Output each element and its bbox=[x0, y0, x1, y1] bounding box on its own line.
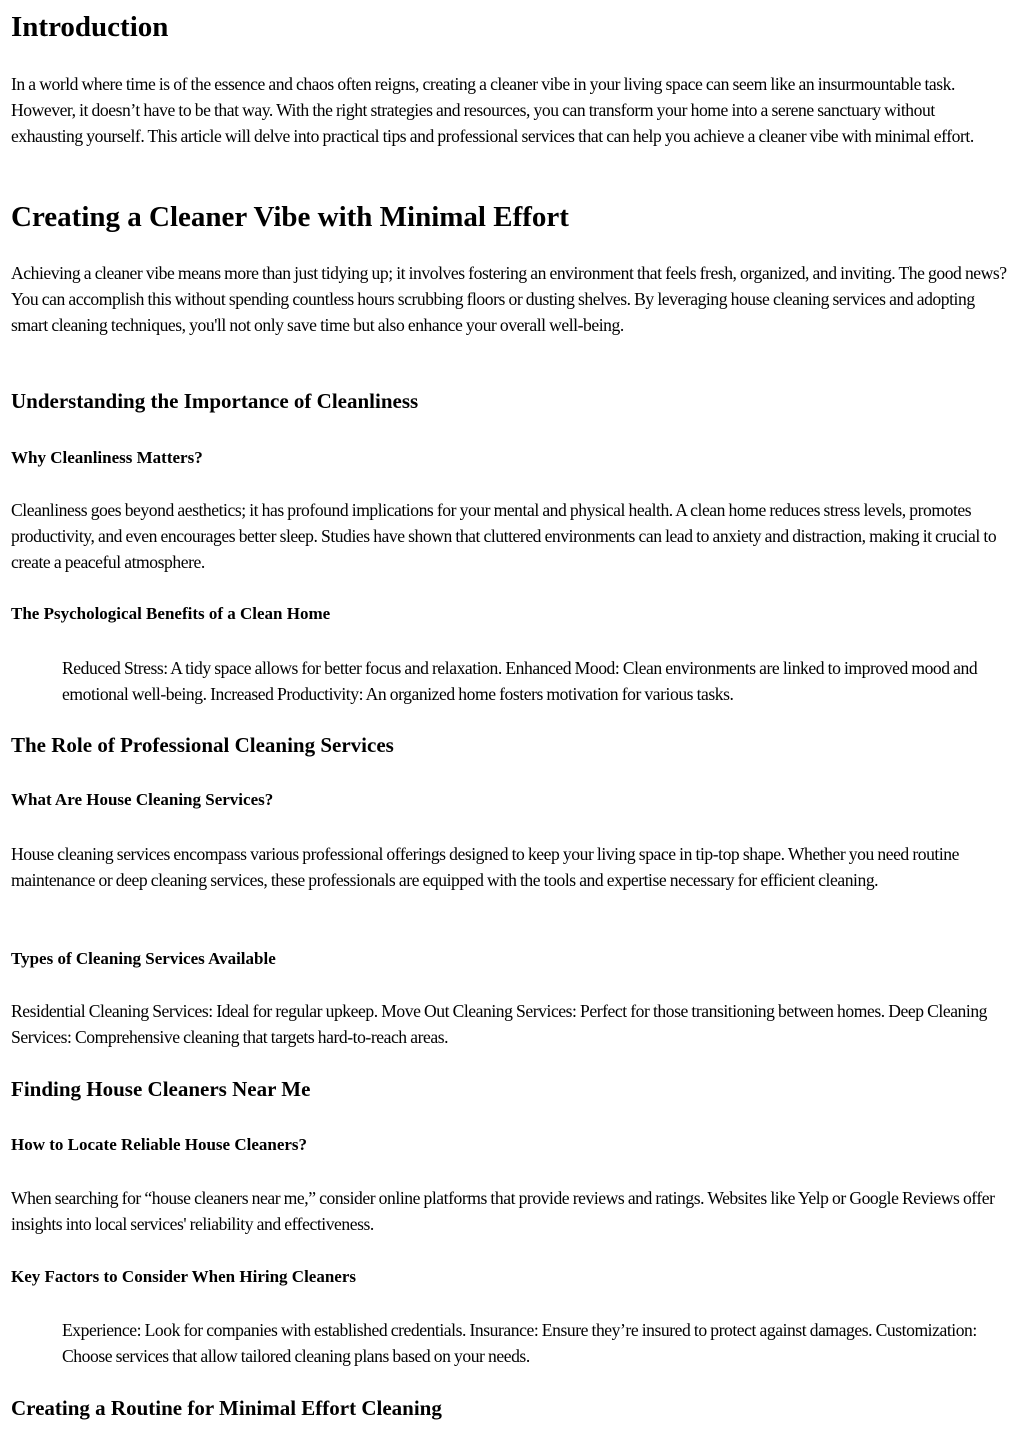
heading-finding-house-cleaners: Finding House Cleaners Near Me bbox=[11, 1077, 311, 1101]
paragraph-psychological-benefits: Reduced Stress: A tidy space allows for better focus and relaxation. Enhanced Mood: Clean environments are linked to improved mood and emotional well-being. Increased Productivity: An organized home fosters motivation for various tasks. bbox=[62, 658, 978, 704]
heading-how-to-locate-cleaners: How to Locate Reliable House Cleaners? bbox=[11, 1135, 308, 1154]
heading-psychological-benefits: The Psychological Benefits of a Clean Home bbox=[11, 604, 331, 623]
heading-why-cleanliness-matters: Why Cleanliness Matters? bbox=[11, 448, 203, 467]
heading-creating-cleaner-vibe: Creating a Cleaner Vibe with Minimal Effort bbox=[11, 201, 569, 233]
paragraph-types-of-cleaning-services: Residential Cleaning Services: Ideal for regular upkeep. Move Out Cleaning Services: Perfect for those transitioning between homes. Deep Cleaning Services: Comprehensive cleaning that targets hard-to-reach areas. bbox=[11, 1001, 988, 1047]
paragraph-how-to-locate-cleaners: When searching for “house cleaners near me,” consider online platforms that provide reviews and ratings. Websites like Yelp or Google Reviews offer insights into local services' reliability and effectiveness. bbox=[11, 1188, 995, 1234]
paragraph-what-are-house-cleaning-services: House cleaning services encompass various professional offerings designed to keep your living space in tip-top shape. Whether you need routine maintenance or deep cleaning services, these professionals are equipped with the tools and expertise necessary for efficient cleaning. bbox=[11, 844, 960, 890]
paragraph-why-cleanliness-matters: Cleanliness goes beyond aesthetics; it has profound implications for your mental and physical health. A clean home reduces stress levels, promotes productivity, and even encourages better sleep. Studies have shown that cluttered environments can lead to anxiety and distraction, making it crucial to create a peaceful atmosphere. bbox=[11, 500, 997, 572]
heading-introduction: Introduction bbox=[11, 11, 169, 43]
heading-key-factors-hiring: Key Factors to Consider When Hiring Cleaners bbox=[11, 1267, 357, 1286]
heading-role-of-professional-services: The Role of Professional Cleaning Services bbox=[11, 733, 394, 757]
heading-importance-of-cleanliness: Understanding the Importance of Cleanliness bbox=[11, 389, 419, 413]
heading-creating-a-routine: Creating a Routine for Minimal Effort Cleaning bbox=[11, 1396, 442, 1420]
paragraph-key-factors-hiring: Experience: Look for companies with established credentials. Insurance: Ensure they’re insured to protect against damages. Customization: Choose services that allow tailored cleaning plans based on your needs. bbox=[62, 1320, 977, 1366]
heading-types-of-cleaning-services: Types of Cleaning Services Available bbox=[11, 949, 276, 968]
paragraph-introduction: In a world where time is of the essence and chaos often reigns, creating a cleaner vibe in your living space can seem like an insurmountable task. However, it doesn’t have to be that way. With the right strategies and resources, you can transform your home into a serene sanctuary without exhausting yourself. This article will delve into practical tips and professional services that can help you achieve a cleaner vibe with minimal effort. bbox=[11, 74, 974, 146]
heading-what-are-house-cleaning-services: What Are House Cleaning Services? bbox=[11, 790, 274, 809]
paragraph-creating-cleaner-vibe: Achieving a cleaner vibe means more than just tidying up; it involves fostering an environment that feels fresh, organized, and inviting. The good news? You can accomplish this without spending countless hours scrubbing floors or dusting shelves. By leveraging house cleaning services and adopting smart cleaning techniques, you'll not only save time but also enhance your overall well-being. bbox=[11, 263, 1007, 335]
